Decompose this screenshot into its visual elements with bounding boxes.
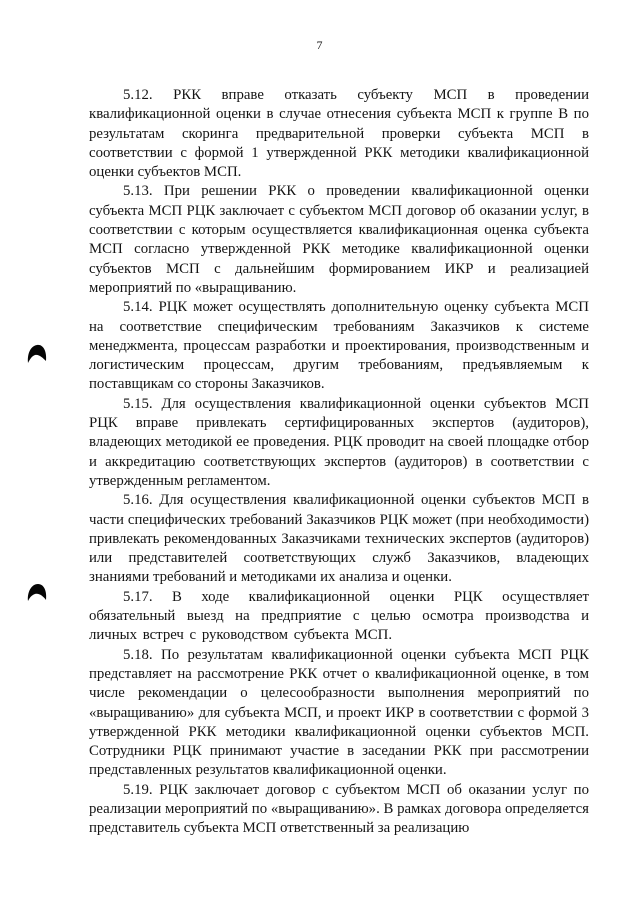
document-body bbox=[89, 86, 589, 839]
paragraph-5-16: 5.16. Для осуществления квалификационной оценки субъектов МСП в части специфических требований Заказчиков РЦК может (при необходимости) привлекать рекомендованных Заказчиками технических экспертов (аудиторов) или представителей соответствующих служб Заказчиков, владеющих знаниями требований и методиками их анализа и оценки. bbox=[89, 492, 589, 586]
paragraph-5-13: 5.13. При решении РКК о проведении квалификационной оценки субъекта МСП РЦК заключает с субъектом МСП договор об оказании услуг, в соответствии с которым осуществляется квалификационная оценка субъекта МСП согласно утвержденной РКК методике квалификационной оценки субъектов МСП с дальнейшим формированием ИКР и реализацией мероприятий по «выращиванию. bbox=[89, 183, 589, 296]
paragraph-5-19: 5.19. РЦК заключает договор с субъектом МСП об оказании услуг по реализации мероприятий по «выращиванию». В рамках договора определяется представитель субъекта МСП ответственный за реализацию bbox=[89, 781, 589, 837]
punch-hole-mark-upper bbox=[27, 341, 47, 365]
punch-hole-mark-lower bbox=[27, 580, 47, 604]
paragraph-5-14: 5.14. РЦК может осуществлять дополнительную оценку субъекта МСП на соответствие специфическим требованиям Заказчиков к системе менеджмента, процессам разработки и проектирования, производственным и логистическим процессам, другим требованиям, предъявляемым к поставщикам со стороны Заказчиков. bbox=[89, 299, 589, 393]
paragraph-5-15: 5.15. Для осуществления квалификационной оценки субъектов МСП РЦК вправе привлекать сертифицированных экспертов (аудиторов), владеющих методикой ее проведения. РЦК проводит на своей площадке отбор и аккредитацию соответствующих экспертов (аудиторов) в соответствии с утвержденным регламентом. bbox=[89, 395, 589, 489]
page-number: 7 bbox=[316, 38, 323, 52]
paragraph-5-17: 5.17. В ходе квалификационной оценки РЦК осуществляет обязательный выезд на предприятие с целью осмотра производства и личных встреч с руководством субъекта МСП. bbox=[89, 588, 589, 644]
paragraph-5-18: 5.18. По результатам квалификационной оценки субъекта МСП РЦК представляет на рассмотрение РКК отчет о квалификационной оценке, в том числе рекомендации о целесообразности выполнения мероприятий по «выращиванию» для субъекта МСП, и проект ИКР в соответствии с формой 3 утвержденной РКК методики квалификационной оценки субъектов МСП. Сотрудники РЦК принимают участие в заседании РКК при рассмотрении представленных результатов квалификационной оценки. bbox=[89, 646, 589, 779]
paragraph-5-12: 5.12. РКК вправе отказать субъекту МСП в проведении квалификационной оценки в случае отнесения субъекта МСП к группе В по результатам скоринга предварительной проверки субъекта МСП в соответствии с формой 1 утвержденной РКК методики квалификационной оценки субъектов МСП. bbox=[89, 87, 589, 181]
